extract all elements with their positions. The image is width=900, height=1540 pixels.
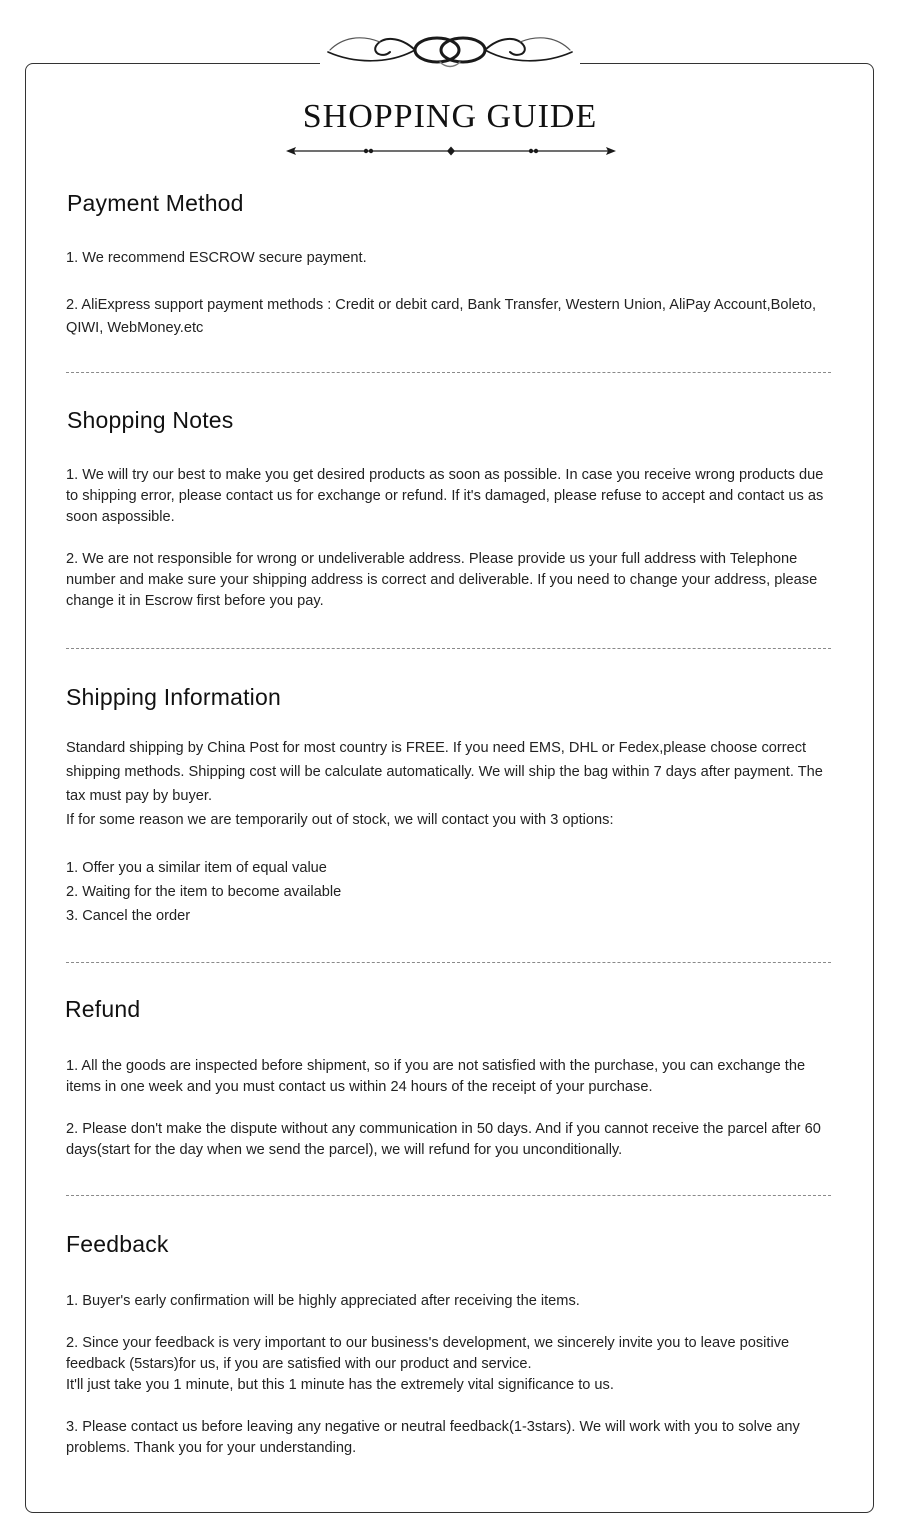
- shipping-stock-note: If for some reason we are temporarily out of stock, we will contact you with 3 options:: [66, 812, 614, 828]
- section-heading-refund: Refund: [65, 996, 141, 1022]
- section-divider: [66, 962, 831, 963]
- notes-item-2: 2. We are not responsible for wrong or undeliverable address. Please provide us your full address with Telephone number and make sure your shipping address is correct and deliverable. If you need to change your address, please change it in Escrow first before you pay.: [66, 551, 818, 609]
- section-heading-payment-method: Payment Method: [67, 190, 244, 216]
- refund-item-1: 1. All the goods are inspected before shipment, so if you are not satisfied with the purchase, you can exchange the items in one week and you must contact us within 24 hours of the receipt of your purchase.: [66, 1058, 806, 1095]
- feedback-item-3: 3. Please contact us before leaving any negative or neutral feedback(1-3stars). We will work with you to solve any problems. Thank you for your understanding.: [66, 1419, 800, 1456]
- shipping-option-3: 3. Cancel the order: [66, 908, 191, 924]
- notes-item-1: 1. We will try our best to make you get desired products as soon as possible. In case you receive wrong products due to shipping error, please contact us for exchange or refund. If it's damaged, please refuse to accept and contact us as soon aspossible.: [66, 467, 824, 525]
- shipping-option-1: 1. Offer you a similar item of equal value: [66, 860, 327, 876]
- section-heading-feedback: Feedback: [66, 1231, 169, 1257]
- payment-item-1: 1. We recommend ESCROW secure payment.: [66, 250, 367, 266]
- title-divider-ornament-icon: [286, 143, 616, 159]
- feedback-item-1: 1. Buyer's early confirmation will be highly appreciated after receiving the items.: [66, 1293, 580, 1309]
- flourish-ornament-icon: [320, 28, 580, 74]
- shipping-option-2: 2. Waiting for the item to become available: [66, 884, 342, 900]
- section-divider: [66, 648, 831, 649]
- section-heading-shipping-information: Shipping Information: [66, 684, 281, 710]
- payment-item-2: 2. AliExpress support payment methods : Credit or debit card, Bank Transfer, Western Union, AliPay Account,Boleto, QIWI, WebMoney.etc: [66, 297, 817, 336]
- section-divider: [66, 1195, 831, 1196]
- section-heading-shopping-notes: Shopping Notes: [67, 407, 234, 433]
- feedback-item-2-note: It'll just take you 1 minute, but this 1 minute has the extremely vital significance to us.: [66, 1377, 614, 1393]
- feedback-item-2: 2. Since your feedback is very important to our business's development, we sincerely invite you to leave positive feedback (5stars)for us, if you are satisfied with our product and service.: [66, 1335, 790, 1372]
- shipping-intro: Standard shipping by China Post for most country is FREE. If you need EMS, DHL or Fedex,please choose correct shipping methods. Shipping cost will be calculate automatically. We will ship the bag within 7 days after payment. The tax must pay by buyer.: [66, 740, 823, 804]
- section-divider: [66, 372, 831, 373]
- page-title: SHOPPING GUIDE: [302, 98, 598, 135]
- refund-item-2: 2. Please don't make the dispute without any communication in 50 days. And if you cannot receive the parcel after 60 days(start for the day when we send the parcel), we will refund for you unconditionally.: [66, 1121, 821, 1158]
